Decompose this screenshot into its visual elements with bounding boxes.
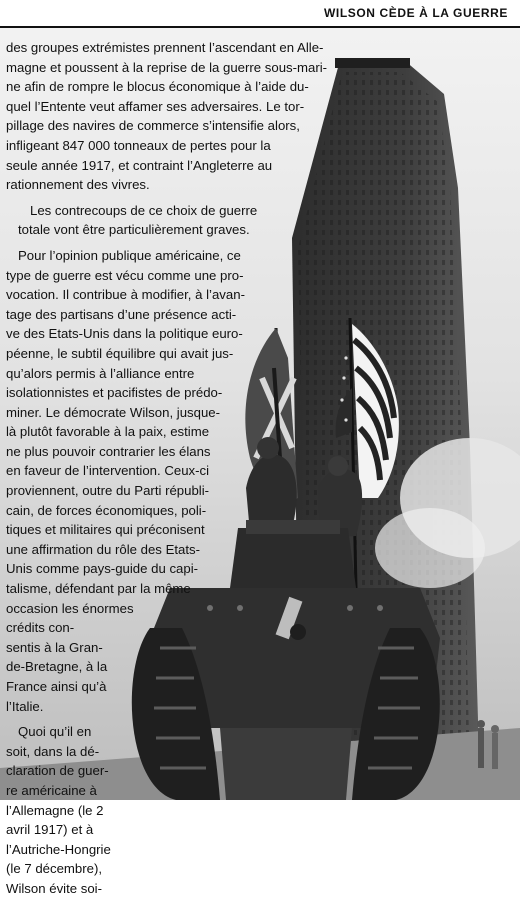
text-line: pillage des navires de commerce s’intensifie alors, <box>6 118 300 134</box>
text-line: en faveur de l’intervention. Ceux-ci <box>6 463 210 479</box>
text-line: là plutôt favorable à la paix, estime <box>6 424 210 440</box>
text-line: Les contrecoups de ce choix de guerre <box>30 202 258 218</box>
text-line: talisme, défendant par la même <box>6 581 191 597</box>
text-line: isolationnistes et pacifistes de prédo- <box>6 385 223 401</box>
text-line: (le 7 décembre), <box>6 861 103 877</box>
text-line: péenne, le subtil équilibre qui avait jus- <box>6 345 234 361</box>
text-line: totale vont être particulièrement graves. <box>18 222 250 238</box>
text-line: ne afin de rompre le blocus économique à l’aide du- <box>6 79 309 95</box>
text-line: type de guerre est vécu comme une pro- <box>6 267 244 283</box>
text-line: sentis à la Gran- <box>6 639 103 655</box>
text-line: l’Autriche-Hongrie <box>6 841 111 857</box>
text-line: cain, de forces économiques, poli- <box>6 502 207 518</box>
text-line: soit, dans la dé- <box>6 743 100 759</box>
text-line: une affirmation du rôle des Etats- <box>6 541 201 557</box>
text-line: l’Allemagne (le 2 <box>6 802 104 818</box>
text-line: Wilson évite soi- <box>6 880 103 896</box>
text-line: occasion les énormes <box>6 600 134 616</box>
text-line: ne plus pouvoir contrarier les élans <box>6 443 211 459</box>
text-line: quel l’Entente veut affamer ses adversaires. Le tor- <box>6 98 305 114</box>
text-line: magne et poussent à la reprise de la guerre sous-mari- <box>6 59 328 75</box>
article-paragraph <box>6 246 346 716</box>
article-paragraph <box>6 722 346 898</box>
text-line: Pour l’opinion publique américaine, ce <box>18 247 241 263</box>
text-line: qu’alors permis à l’alliance entre <box>6 365 195 381</box>
text-line: crédits con- <box>6 620 75 636</box>
building-cornice <box>335 58 410 68</box>
text-line: l’Italie. <box>6 698 44 714</box>
article-text-column <box>6 38 346 899</box>
text-line: avril 1917) et à <box>6 822 94 838</box>
text-line: Quoi qu’il en <box>18 724 92 740</box>
running-title: WILSON CÈDE À LA GUERRE <box>323 6 508 20</box>
text-line: ve des Etats-Unis dans la politique euro- <box>6 326 243 342</box>
text-line: infligeant 847 000 tonneaux de pertes pour la <box>6 137 271 153</box>
text-line: France ainsi qu’à <box>6 679 107 694</box>
text-line: miner. Le démocrate Wilson, jusque- <box>6 404 221 420</box>
smoke-cloud <box>375 508 485 588</box>
article-paragraph <box>6 38 346 195</box>
text-line: rationnement des vivres. <box>6 177 150 193</box>
text-line: re américaine à <box>6 782 97 798</box>
text-line: Unis comme pays-guide du capi- <box>6 561 199 577</box>
text-line: des groupes extrémistes prennent l’ascendant en Alle- <box>6 40 324 55</box>
text-line: vocation. Il contribue à modifier, à l’avan- <box>6 287 245 303</box>
text-line: proviennent, outre du Parti républi- <box>6 483 210 499</box>
article-paragraph <box>6 201 346 240</box>
text-line: claration de guer- <box>6 763 109 779</box>
text-line: seule année 1917, et contraint l’Angleterre au <box>6 157 273 173</box>
text-line: tage des partisans d’une présence acti- <box>6 306 237 322</box>
text-line: tiques et militaires qui préconisent <box>6 522 205 538</box>
text-line: de-Bretagne, à la <box>6 659 108 675</box>
